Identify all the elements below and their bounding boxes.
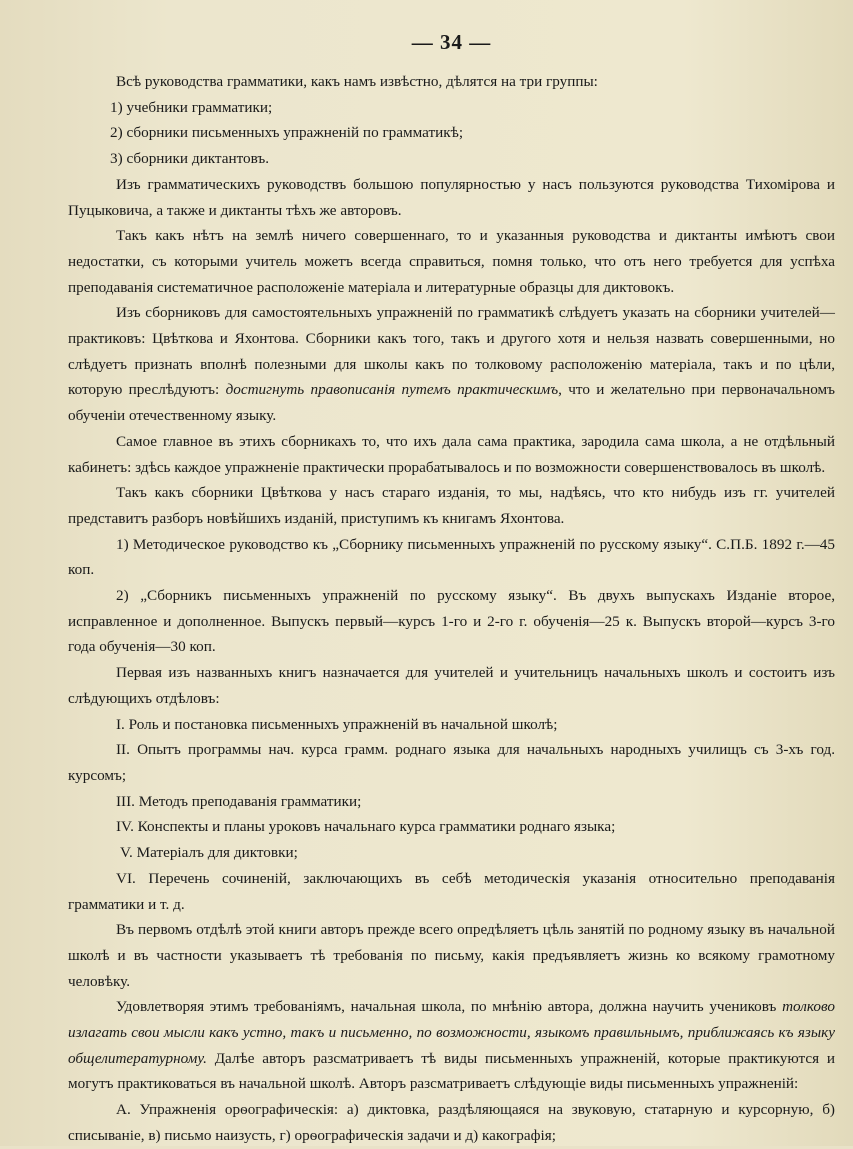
paragraph: 1) Методическое руководство къ „Сборнику письменныхъ упражненій по русскому языку“. С.П.Б. 1892 г.—45 коп.	[68, 535, 835, 579]
list-item: 1) учебники грамматики;	[110, 98, 273, 116]
list-item: III. Методъ преподаванія грамматики;	[116, 792, 362, 810]
paragraph: Въ первомъ отдѣлѣ этой книги авторъ прежде всего опредѣляетъ цѣль занятій по родному языку въ начальной школѣ и въ частности указываетъ тѣ требованія по письму, какія предъявляетъ жизнь ко всякому грамотному человѣку.	[68, 921, 835, 990]
list-item: IV. Конспекты и планы уроковъ начальнаго курса грамматики роднаго языка;	[116, 818, 616, 836]
paragraph: Такъ какъ нѣтъ на землѣ ничего совершеннаго, то и указанныя руководства и диктанты имѣютъ свои недостатки, съ которыми учитель можетъ всегда справиться, помня только, что отъ него требуется для успѣха преподаванія систематичное расположеніе матеріала и литературные образцы для диктовокъ.	[68, 227, 835, 296]
italic-phrase: достигнуть правописанія путемъ практическимъ	[225, 381, 559, 399]
list-item: V. Матеріалъ для диктовки;	[120, 844, 298, 862]
paragraph	[68, 994, 835, 1097]
paragraph-text: Изъ сборниковъ для самостоятельныхъ упражненій по грамматикѣ слѣдуетъ указать на сборники учителей—практиковъ: Цвѣткова и Яхонтова. Сборники какъ того, такъ и другого хотя и нельзя назвать совершенными, но слѣдуетъ признать вполнѣ полезными для школы какъ по толковому расположенію матеріала, такъ и по цѣли, которую преслѣдуютъ:	[68, 304, 835, 399]
paragraph-text: Удовлетворяя этимъ требованіямъ, начальная школа, по мнѣнію автора, должна научить учениковъ	[116, 998, 783, 1016]
italic-phrase: толково излагать свои мысли какъ устно, такъ и письменно, по возможности, языкомъ правильнымъ, приближаясь къ языку общелитературному.	[68, 998, 835, 1067]
list-item: I. Роль и постановка письменныхъ упражненій въ начальной школѣ;	[116, 715, 558, 733]
paragraph	[68, 300, 835, 429]
list-item: 2) сборники письменныхъ упражненій по грамматикѣ;	[110, 124, 464, 142]
paragraph: Изъ грамматическихъ руководствъ большою популярностью у насъ пользуются руководства Тихомірова и Пуцыковича, а также и диктанты тѣхъ же авторовъ.	[68, 175, 835, 219]
paragraph: Первая изъ названныхъ книгъ назначается для учителей и учительницъ начальныхъ школъ и состоитъ изъ слѣдующихъ отдѣловъ:	[68, 664, 835, 707]
paragraph: Такъ какъ сборники Цвѣткова у насъ стараго изданія, то мы, надѣясь, что кто нибудь изъ гг. учителей представитъ разборъ новѣйшихъ изданій, приступимъ къ книгамъ Яхонтова.	[68, 484, 835, 527]
paragraph: А. Упражненія орѳографическія: а) диктовка, раздѣляющаяся на звуковую, статарную и курсорную, б) списываніе, в) письмо наизусть, г) орѳографическія задачи и д) какографія;	[68, 1101, 835, 1144]
list-item: VI. Перечень сочиненій, заключающихъ въ себѣ методическія указанія относительно преподаванія грамматики и т. д.	[68, 869, 835, 913]
paragraph-text: , что и желательно при первоначальномъ обученіи отечественному языку.	[68, 381, 835, 425]
list-item: II. Опытъ программы нач. курса грамм. роднаго языка для начальныхъ народныхъ училищъ съ 3-хъ год. курсомъ;	[68, 741, 835, 784]
paragraph: Самое главное въ этихъ сборникахъ то, что ихъ дала сама практика, зародила сама школа, а не отдѣльный кабинетъ: здѣсь каждое упражненіе практически прорабатывалось и по возможности совершенствовалось въ школѣ.	[68, 432, 835, 476]
paragraph: 2) „Сборникъ письменныхъ упражненій по русскому языку“. Въ двухъ выпускахъ Изданіе второе, исправленное и дополненное. Выпускъ первый—курсъ 1-го и 2-го г. обученія—25 к. Выпускъ второй—курсъ 3-го года обученія—30 коп.	[68, 587, 835, 656]
page-body	[68, 69, 835, 1149]
paragraph-text: Далѣе авторъ разсматриваетъ тѣ виды письменныхъ упражненій, которые практикуются и могутъ практиковаться въ начальной школѣ. Авторъ разсматриваетъ слѣдующіе виды письменныхъ упражненій:	[68, 1049, 835, 1093]
page-number: — 34 —	[411, 30, 492, 54]
paragraph: Всѣ руководства грамматики, какъ намъ извѣстно, дѣлятся на три группы:	[116, 73, 598, 90]
list-item: 3) сборники диктантовъ.	[110, 150, 270, 168]
